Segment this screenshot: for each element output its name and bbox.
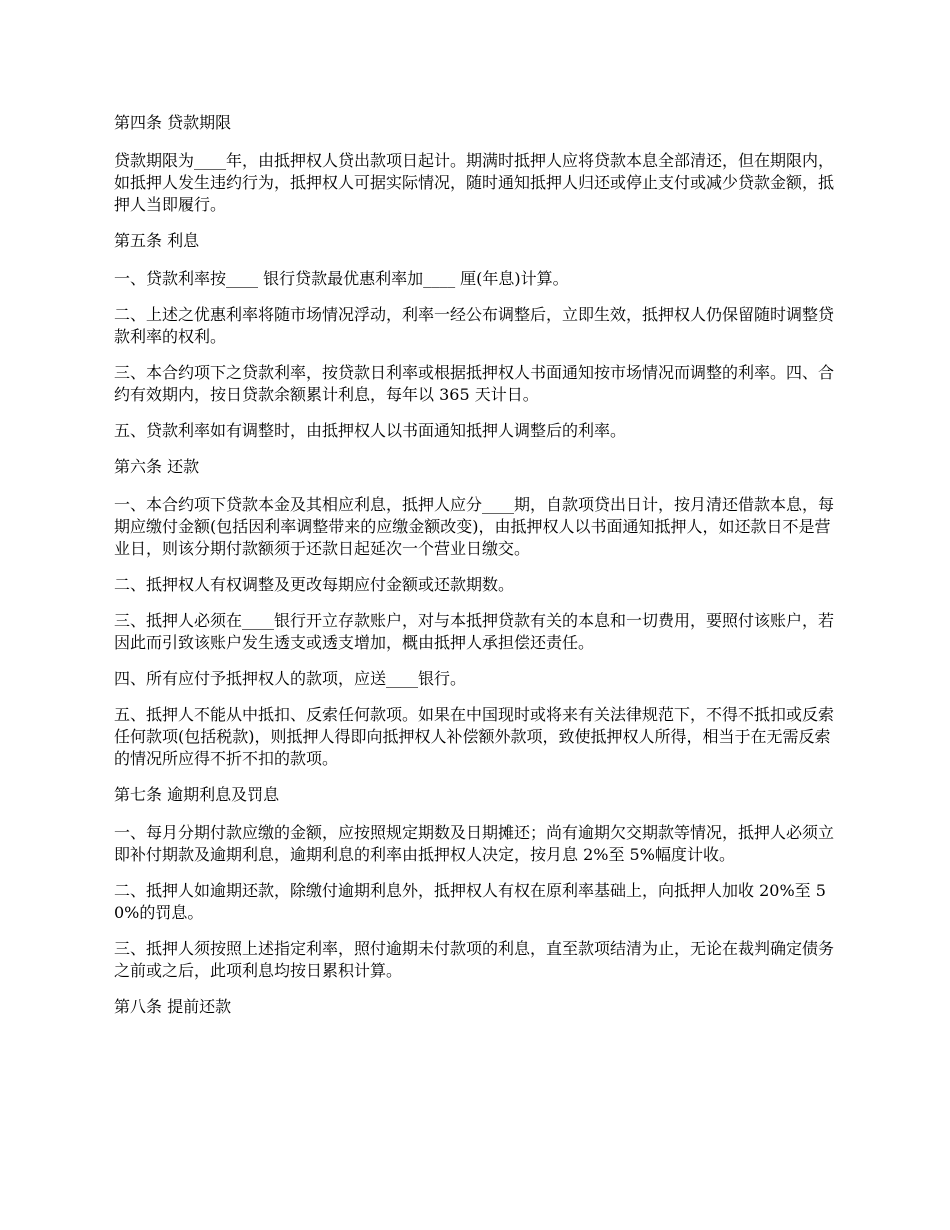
paragraph-overdue-2: 二、抵押人如逾期还款，除缴付逾期利息外，抵押权人有权在原利率基础上，向抵押人加收 20%至 50%的罚息。: [114, 881, 826, 922]
paragraph-interest-2: 二、上述之优惠利率将随市场情况浮动，利率一经公布调整后，立即生效，抵押权人仍保留随时调整贷款利率的权利。: [114, 305, 835, 346]
section-heading-repayment: 第六条 还款: [114, 457, 200, 476]
paragraph-loan-term: 贷款期限为____年，由抵押权人贷出款项日起计。期满时抵押人应将贷款本息全部清还，但在期限内，如抵押人发生违约行为，抵押权人可据实际情况，随时通知抵押人归还或停止支付或减少贷款金额，抵押人当即履行。: [114, 151, 835, 214]
section-heading-interest: 第五条 利息: [114, 231, 200, 250]
paragraph-interest-5: 五、贷款利率如有调整时，由抵押权人以书面通知抵押人调整后的利率。: [114, 421, 627, 440]
paragraph-overdue-3: 三、抵押人须按照上述指定利率，照付逾期未付款项的利息，直至款项结清为止，无论在裁判确定债务之前或之后，此项利息均按日累积计算。: [114, 939, 835, 980]
section-heading-loan-term: 第四条 贷款期限: [114, 113, 232, 132]
paragraph-repayment-2: 二、抵押权人有权调整及更改每期应付金额或还款期数。: [114, 575, 515, 594]
section-heading-prepayment: 第八条 提前还款: [114, 997, 232, 1016]
paragraph-repayment-5: 五、抵押人不能从中抵扣、反索任何款项。如果在中国现时或将来有关法律规范下，不得不抵扣或反索任何款项(包括税款)，则抵押人得即向抵押权人补偿额外款项，致使抵押权人所得，相当于在无需反索的情况所应得不折不扣的款项。: [114, 705, 835, 768]
paragraph-repayment-1: 一、本合约项下贷款本金及其相应利息，抵押人应分____期，自款项贷出日计，按月清还借款本息，每期应缴付金额(包括因利率调整带来的应缴金额改变)，由抵押权人以书面通知抵押人，如还款日不是营业日，则该分期付款额须于还款日起延次一个营业日缴交。: [114, 495, 835, 558]
paragraph-repayment-3: 三、抵押人必须在____银行开立存款账户，对与本抵押贷款有关的本息和一切费用，要照付该账户，若因此而引致该账户发生透支或透支增加，概由抵押人承担偿还责任。: [114, 611, 835, 652]
paragraph-interest-3: 三、本合约项下之贷款利率，按贷款日利率或根据抵押权人书面通知按市场情况而调整的利率。四、合约有效期内，按日贷款余额累计利息，每年以 365 天计日。: [114, 363, 835, 404]
paragraph-interest-1: 一、贷款利率按____ 银行贷款最优惠利率加____ 厘(年息)计算。: [114, 269, 569, 288]
paragraph-overdue-1: 一、每月分期付款应缴的金额，应按照规定期数及日期摊还；尚有逾期欠交期款等情况，抵押人必须立即补付期款及逾期利息，逾期利息的利率由抵押权人决定，按月息 2%至 5%幅度计收。: [114, 823, 835, 864]
section-heading-overdue: 第七条 逾期利息及罚息: [114, 785, 280, 804]
paragraph-repayment-4: 四、所有应付予抵押权人的款项，应送____银行。: [114, 669, 467, 688]
document-page: [114, 112, 838, 1034]
